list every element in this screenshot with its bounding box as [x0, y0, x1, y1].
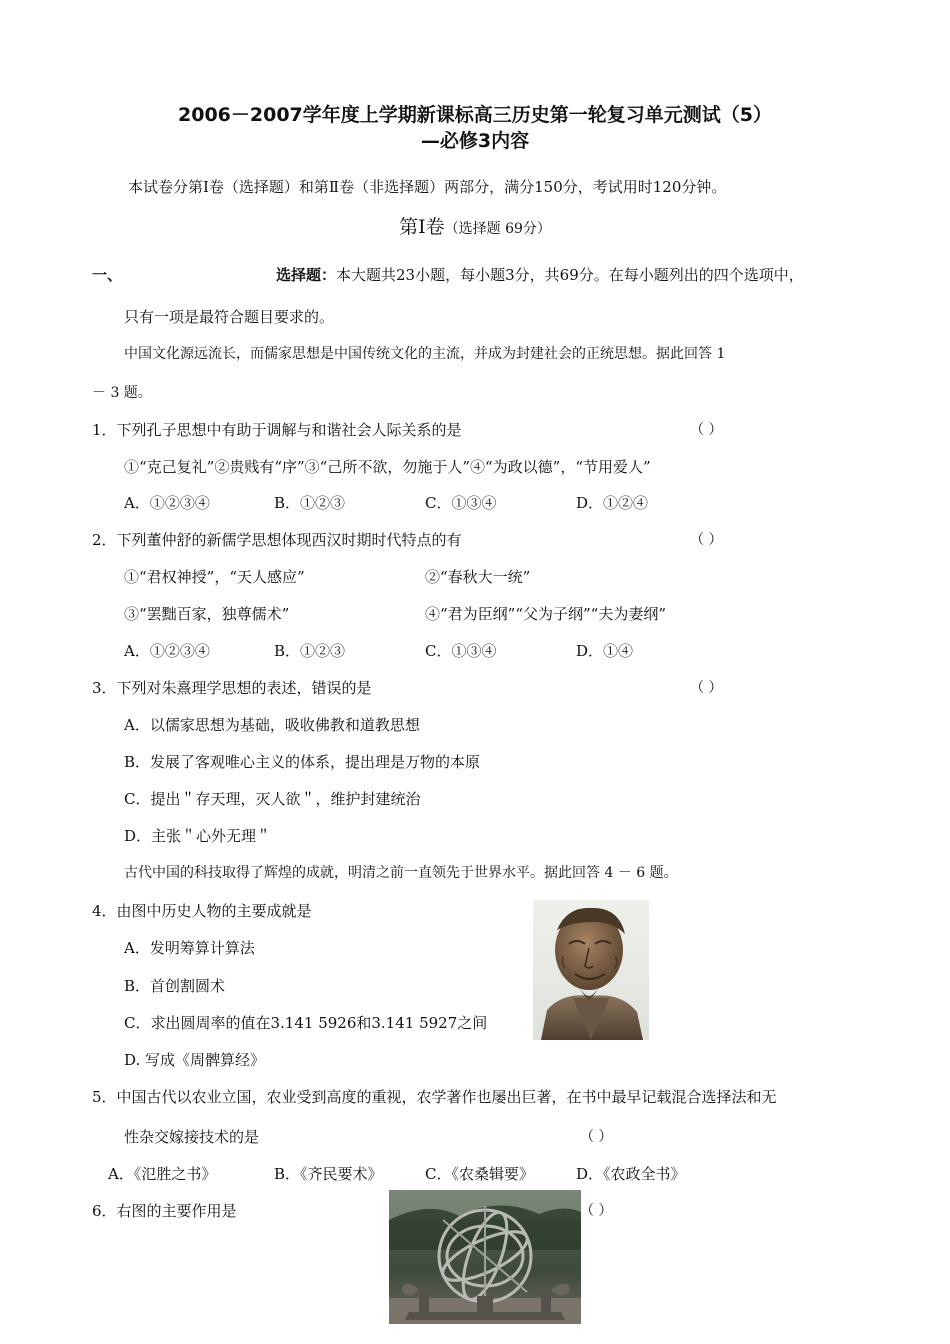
q1-option-a: A．①②③④: [124, 494, 210, 512]
part1-title: 第Ⅰ卷: [399, 216, 445, 238]
q5-option-b: B．《齐民要术》: [274, 1165, 383, 1183]
q1-statement: ①“克己复礼”②贵贱有“序”③“己所不欲，勿施于人”④“为政以德”，“节用爱人”: [124, 458, 651, 476]
q1-option-b: B．①②③: [274, 494, 346, 512]
q2-statement-4: ④“君为臣纲”“父为子纲”“夫为妻纲”: [425, 605, 667, 623]
q2-statement-3: ③“罢黜百家，独尊儒术”: [124, 605, 290, 623]
q1-option-d: D．①②④: [576, 494, 649, 512]
q3-question: 3．下列对朱熹理学思想的表述，错误的是: [92, 679, 372, 697]
q1-answer-paren: （ ）: [690, 422, 723, 438]
q2-option-c: C．①③④: [425, 642, 497, 660]
q5-option-c: C．《农桑辑要》: [425, 1165, 534, 1183]
page-title: 2006－2007学年度上学期新课标高三历史第一轮复习单元测试（5）: [178, 104, 772, 126]
intro-text: 本试卷分第Ⅰ卷（选择题）和第Ⅱ卷（非选择题）两部分，满分150分，考试用时120分钟。: [128, 178, 727, 196]
q2-question: 2．下列董仲舒的新儒学思想体现西汉时期时代特点的有: [92, 531, 462, 549]
q4-option-b: B．首创割圆术: [124, 977, 226, 995]
page-subtitle: —必修3内容: [420, 130, 530, 152]
section1-text: 本大题共23小题，每小题3分，共69分。在每小题列出的四个选项中，: [336, 266, 804, 284]
portrait-statue-image: [533, 900, 649, 1040]
q6-answer-paren: （ ）: [580, 1203, 613, 1219]
q4-option-a: A．发明筹算计算法: [124, 939, 255, 957]
q3-answer-paren: （ ）: [690, 680, 723, 696]
section1-text2: 只有一项是最符合题目要求的。: [124, 308, 335, 326]
q3-option-b: B．发展了客观唯心主义的体系，提出理是万物的本原: [124, 753, 481, 771]
part1-heading: [0, 212, 950, 239]
q3-option-c: C．提出＂存天理，灭人欲＂，维护封建统治: [124, 790, 421, 808]
q2-option-d: D．①④: [576, 642, 634, 660]
q5-answer-paren: （ ）: [580, 1129, 613, 1145]
armillary-sphere-image: [389, 1190, 581, 1324]
armillary-sphere-drawing: [389, 1190, 581, 1324]
stem-4-6: 古代中国的科技取得了辉煌的成就，明清之前一直领先于世界水平。据此回答 4 － 6 题。: [124, 865, 678, 881]
q4-option-c: C．求出圆周率的值在3.141 5926和3.141 5927之间: [124, 1014, 488, 1032]
q6-question: 6．右图的主要作用是: [92, 1202, 237, 1220]
section1-number: 一、: [92, 266, 123, 284]
q5-question: 5．中国古代以农业立国，农业受到高度的重视，农学著作也屡出巨著，在书中最早记载混合选择法和无: [92, 1088, 777, 1106]
q2-answer-paren: （ ）: [690, 532, 723, 548]
stem-1-3-line2: － 3 题。: [92, 385, 152, 401]
q2-option-b: B．①②③: [274, 642, 346, 660]
q1-question: 1．下列孔子思想中有助于调解与和谐社会人际关系的是: [92, 421, 462, 439]
q5-option-d: D．《农政全书》: [576, 1165, 686, 1183]
section1-instructions: [276, 264, 804, 285]
q5-question-line2: 性杂交嫁接技术的是: [124, 1128, 260, 1146]
q5-option-a: A．《氾胜之书》: [108, 1165, 217, 1183]
part1-subtitle: （选择题 69分）: [444, 221, 551, 237]
portrait-statue-drawing: [533, 900, 649, 1040]
q4-option-d: D. 写成《周髀算经》: [124, 1051, 266, 1069]
stem-1-3-line1: 中国文化源远流长，而儒家思想是中国传统文化的主流，并成为封建社会的正统思想。据此回答 1: [124, 346, 726, 362]
q4-question: 4．由图中历史人物的主要成就是: [92, 902, 312, 920]
q2-statement-2: ②“春秋大一统”: [425, 568, 531, 586]
section1-label: 选择题：: [276, 266, 337, 284]
q3-option-d: D．主张＂心外无理＂: [124, 827, 272, 845]
q1-option-c: C．①③④: [425, 494, 497, 512]
q3-option-a: A．以儒家思想为基础，吸收佛教和道教思想: [124, 716, 420, 734]
q2-statement-1: ①“君权神授”，“天人感应”: [124, 568, 305, 586]
q2-option-a: A．①②③④: [124, 642, 210, 660]
